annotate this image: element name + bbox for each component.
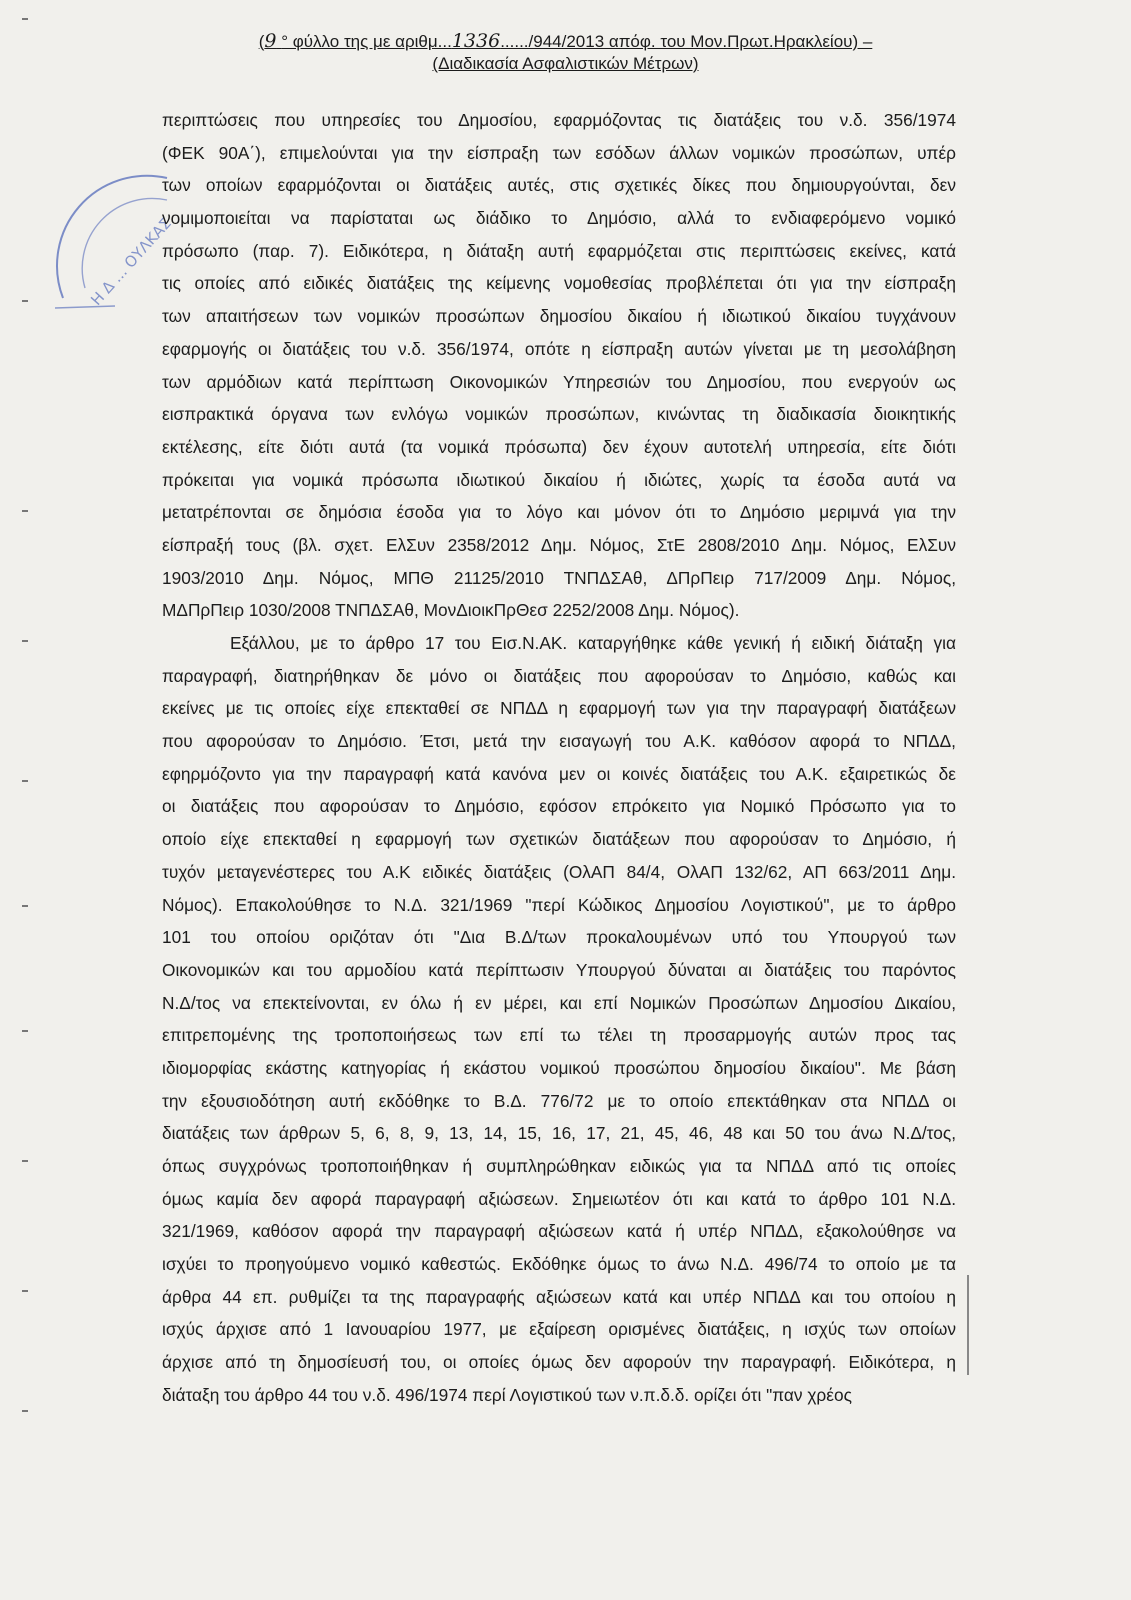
text-line: είσπραξή τους (βλ. σχετ. ΕλΣυν 2358/2012 Δημ. Νόμος, ΣτΕ 2808/2010 Δημ. Νόμος, ΕλΣυν: [162, 534, 956, 555]
text-line: εκείνες με τις οποίες είχε επεκταθεί σε ΝΠΔΔ η εφαρμογή των για την παραγραφή διατάξεων: [162, 698, 956, 719]
text-line: τις οποίες από ειδικές διατάξεις της κείμενης νομοθεσίας προβλέπεται ότι για την είσπραξη: [162, 273, 956, 294]
official-stamp: [55, 170, 175, 320]
text-line: οποίο είχε επεκταθεί η εφαρμογή των σχετικών διατάξεων που αφορούσαν το Δημόσιο, ή: [162, 829, 956, 850]
text-line: Οικονομικών και του αρμοδίου κατά περίπτωσιν Υπουργού δύναται αι διατάξεις του παρόντος: [162, 959, 956, 980]
handwritten-decision-number: 1336: [451, 30, 501, 52]
header-line-2: (Διαδικασία Ασφαλιστικών Μέτρων): [432, 54, 699, 73]
text-line: Εξάλλου, με το άρθρο 17 του Εισ.Ν.ΑΚ. καταργήθηκε κάθε γενική ή ειδική διάταξη για: [230, 633, 956, 653]
margin-mark: [22, 1160, 28, 1162]
text-line: πρόσωπο (παρ. 7). Ειδικότερα, η διάταξη αυτή εφαρμόζεται στις περιπτώσεις εκείνες, κατά: [162, 240, 956, 261]
text-line: επιτρεπομένης της τροποποιήσεως των επί τω τέλει τη προσαρμογής αυτών προς τας: [162, 1025, 956, 1046]
text-line: εισπρακτικά όργανα των ενλόγω νομικών προσώπων, κινώντας τη διαδικασία διοικητικής: [162, 404, 956, 425]
text-line: Ν.Δ/τος να επεκτείνονται, εν όλω ή εν μέρει, και επί Νομικών Προσώπων Δημοσίου Δικαίου,: [162, 992, 956, 1013]
margin-mark: [22, 905, 28, 907]
text-line: 1903/2010 Δημ. Νόμος, ΜΠΘ 21125/2010 ΤΝΠΔΣΑθ, ΔΠρΠειρ 717/2009 Δημ. Νόμος,: [162, 567, 956, 588]
margin-mark: [22, 1410, 28, 1412]
text-line: άρθρα 44 επ. ρυθμίζει τα της παραγραφής αξιώσεων κατά και υπέρ ΝΠΔΔ και του οποίου η: [162, 1286, 956, 1307]
text-line: πρόκειται για νομικά πρόσωπα ιδιωτικού δικαίου ή ιδιώτες, χωρίς τα έσοδα αυτά να: [162, 469, 956, 490]
margin-mark: [22, 300, 28, 302]
text-line: που αφορούσαν το Δημόσιο. Έτσι, μετά την εισαγωγή του Α.Κ. καθόσον αφορά το ΝΠΔΔ,: [162, 731, 956, 752]
text-line: παραγραφή, διατηρήθηκαν δε μόνο οι διατάξεις που αφορούσαν το Δημόσιο, καθώς και: [162, 665, 956, 686]
text-line: ΜΔΠρΠειρ 1030/2008 ΤΝΠΔΣΑθ, ΜονΔιοικΠρΘεσ 2252/2008 Δημ. Νόμος).: [162, 600, 740, 621]
text-line: όπως συγχρόνως τροποποιήθηκαν ή συμπληρώθηκαν ειδικώς για τα ΝΠΔΔ από τις οποίες: [162, 1156, 956, 1176]
margin-mark: [22, 18, 28, 20]
text-line: Νόμος). Επακολούθησε το Ν.Δ. 321/1969 "περί Κώδικος Δημοσίου Λογιστικού", με το άρθρο: [162, 894, 956, 915]
text-line: εκτέλεσης, είτε διότι αυτά (τα νομικά πρόσωπα) δεν έχουν αυτοτελή υπηρεσία, είτε διότι: [162, 436, 956, 457]
text-line: 321/1969, καθόσον αφορά την παραγραφή αξιώσεων κατά ή υπέρ ΝΠΔΔ, εξακολούθησε να: [162, 1221, 956, 1242]
header-line-1: (9 ° φύλλο της με αριθμ...1336....../944/2013 απόφ. του Μον.Πρωτ.Ηρακλείου) –: [258, 30, 873, 52]
page-header: [0, 30, 1131, 75]
text-line: την εξουσιοδότηση αυτή εκδόθηκε το Β.Δ. 776/72 με το οποίο επεκτάθηκαν στα ΝΠΔΔ οι: [162, 1090, 956, 1111]
text-line: ιδιομορφίας εκάστης κατηγορίας ή εκάστου νομικού προσώπου δημοσίου δικαίου". Με βάση: [162, 1057, 956, 1078]
text-line: όμως καμία δεν αφορά παραγραφή αξιώσεων. Σημειωτέον ότι και κατά το άρθρο 101 Ν.Δ.: [162, 1188, 956, 1209]
margin-mark: [22, 640, 28, 642]
text-line: διατάξεις των άρθρων 5, 6, 8, 9, 13, 14, 15, 16, 17, 21, 45, 46, 48 και 50 του άνω Ν.Δ/τος,: [162, 1123, 956, 1144]
text-line: ισχύς άρχισε από 1 Ιανουαρίου 1977, με εξαίρεση ορισμένες διατάξεις, η ισχύς των οποίων: [162, 1319, 956, 1340]
text-line: 101 του οποίου οριζόταν ότι "Δια Β.Δ/των προκαλουμένων υπό του Υπουργού των: [162, 927, 956, 948]
text-line: των αρμόδιων κατά περίπτωση Οικονομικών Υπηρεσιών του Δημοσίου, που ενεργούν ως: [162, 371, 956, 392]
stamp-text: Η Δ ... ΟΥΛΚΑΣ: [87, 214, 175, 309]
margin-line: [967, 1275, 969, 1375]
text-line: άρχισε από τη δημοσίευσή του, οι οποίες όμως δεν αφορούν την παραγραφή. Ειδικότερα, η: [162, 1352, 956, 1373]
document-body: [162, 104, 956, 1412]
margin-mark: [22, 1030, 28, 1032]
text-line: μετατρέπονται σε δημόσια έσοδα για το λόγο και μόνον ότι το Δημόσιο μεριμνά για την: [162, 502, 956, 523]
margin-mark: [22, 780, 28, 782]
text-line: των απαιτήσεων των νομικών προσώπων δημοσίου δικαίου ή ιδιωτικού δικαίου τυγχάνουν: [162, 306, 956, 327]
text-line: περιπτώσεις που υπηρεσίες του Δημοσίου, εφαρμόζοντας τις διατάξεις του ν.δ. 356/1974: [162, 110, 956, 130]
text-line: ισχύει το προηγούμενο νομικό καθεστώς. Εκδόθηκε όμως το άνω Ν.Δ. 496/74 το οποίο με τα: [162, 1254, 956, 1275]
text-line: εφαρμογής οι διατάξεις του ν.δ. 356/1974, οπότε η είσπραξη αυτών γίνεται με τη μεσολάβηση: [162, 338, 956, 359]
text-line: οι διατάξεις που αφορούσαν το Δημόσιο, εφόσον επρόκειτο για Νομικό Πρόσωπο για το: [162, 796, 956, 817]
handwritten-sheet-number: 9: [264, 30, 277, 52]
text-line: διάταξη του άρθρο 44 του ν.δ. 496/1974 περί Λογιστικού των ν.π.δ.δ. ορίζει ότι "παν χρέος: [162, 1384, 852, 1405]
margin-mark: [22, 1290, 28, 1292]
text-line: (ΦΕΚ 90Α΄), επιμελούνται για την είσπραξη των εσόδων άλλων νομικών προσώπων, υπέρ: [162, 142, 956, 163]
text-line: εφηρμόζοντο για την παραγραφή κατά κανόνα μεν οι κοινές διατάξεις του Α.Κ. εξαιρετικώς δε: [162, 763, 956, 784]
text-line: των οποίων εφαρμόζονται οι διατάξεις αυτές, στις σχετικές δίκες που δημιουργούνται, δεν: [162, 175, 956, 196]
text-line: νομιμοποιείται να παρίσταται ως διάδικο το Δημόσιο, αλλά το ενδιαφερόμενο νομικό: [162, 208, 956, 229]
margin-mark: [22, 510, 28, 512]
text-line: τυχόν μεταγενέστερες του Α.Κ ειδικές διατάξεις (ΟλΑΠ 84/4, ΟλΑΠ 132/62, ΑΠ 663/2011 Δημ.: [162, 861, 956, 882]
